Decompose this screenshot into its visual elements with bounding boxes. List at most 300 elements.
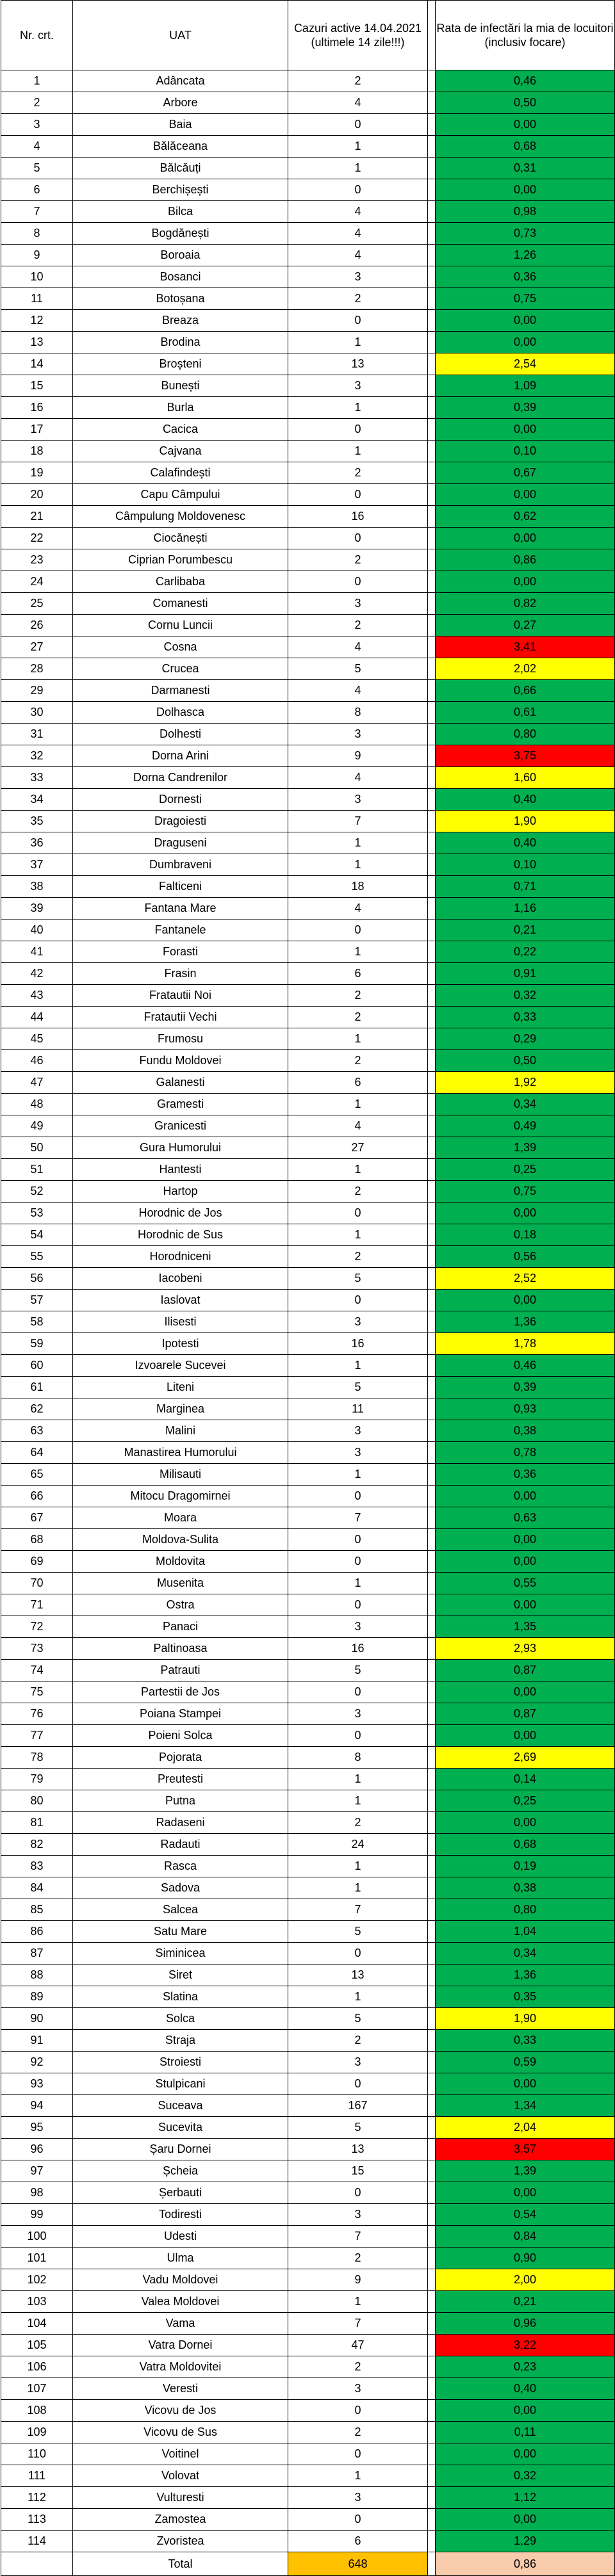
row-spacer [428,1203,436,1224]
row-spacer [428,2291,436,2313]
row-spacer [428,1377,436,1398]
table-row [1,2226,615,2248]
row-spacer [428,680,436,702]
row-nr: 6 [1,179,73,201]
row-nr: 81 [1,1812,73,1834]
table-row [1,462,615,484]
row-uat: Poieni Solca [73,1725,288,1747]
row-spacer [428,1094,436,1115]
row-nr: 68 [1,1529,73,1551]
row-uat: Carlibaba [73,571,288,593]
row-cazuri: 1 [288,441,428,462]
table-row [1,1899,615,1921]
row-uat: Dorna Arini [73,745,288,767]
row-rata: 2,54 [436,353,615,375]
header-row [1,1,615,70]
row-cazuri: 16 [288,506,428,528]
row-rata: 1,39 [436,1137,615,1159]
row-spacer [428,1812,436,1834]
row-rata: 0,32 [436,2465,615,2487]
row-uat: Voitinel [73,2443,288,2465]
row-rata: 0,36 [436,1464,615,1486]
row-uat: Horodnic de Jos [73,1203,288,1224]
table-row [1,1551,615,1573]
row-uat: Șcheia [73,2160,288,2182]
row-spacer [428,767,436,789]
row-cazuri: 0 [288,1529,428,1551]
table-row [1,636,615,658]
row-nr: 61 [1,1377,73,1398]
row-rata: 0,00 [436,1203,615,1224]
row-cazuri: 1 [288,397,428,419]
table-row [1,1377,615,1398]
row-uat: Vatra Dornei [73,2335,288,2356]
table-row [1,179,615,201]
row-spacer [428,636,436,658]
row-cazuri: 5 [288,1377,428,1398]
row-rata: 0,00 [436,1551,615,1573]
table-row [1,201,615,223]
table-row [1,441,615,462]
table-row [1,593,615,615]
row-rata: 0,62 [436,506,615,528]
table-row [1,332,615,353]
row-rata: 1,16 [436,898,615,919]
row-cazuri: 5 [288,658,428,680]
row-rata: 0,29 [436,1028,615,1050]
row-uat: Gramesti [73,1094,288,1115]
row-rata: 0,00 [436,528,615,549]
row-rata: 0,38 [436,1877,615,1899]
row-nr: 17 [1,419,73,441]
table-row [1,310,615,332]
row-rata: 0,00 [436,2182,615,2204]
row-nr: 37 [1,854,73,876]
table-row [1,288,615,310]
table-row [1,1072,615,1094]
table-row [1,1877,615,1899]
row-uat: Marginea [73,1398,288,1420]
row-uat: Bunești [73,375,288,397]
row-nr: 52 [1,1181,73,1203]
row-spacer [428,266,436,288]
row-cazuri: 1 [288,332,428,353]
row-nr: 106 [1,2356,73,2378]
row-nr: 102 [1,2269,73,2291]
row-nr: 89 [1,1986,73,2008]
row-cazuri: 0 [288,310,428,332]
row-spacer [428,1072,436,1094]
row-rata: 0,61 [436,702,615,724]
row-uat: Bălcăuți [73,158,288,179]
row-spacer [428,2400,436,2422]
row-uat: Cajvana [73,441,288,462]
row-rata: 0,38 [436,1420,615,1442]
row-rata: 0,32 [436,985,615,1007]
row-uat: Vulturesti [73,2487,288,2509]
row-uat: Galanesti [73,1072,288,1094]
row-cazuri: 4 [288,201,428,223]
row-rata: 1,36 [436,1964,615,1986]
table-row [1,2291,615,2313]
row-spacer [428,2335,436,2356]
row-cazuri: 5 [288,1660,428,1681]
row-nr: 55 [1,1246,73,1268]
row-cazuri: 2 [288,2422,428,2443]
row-rata: 1,04 [436,1921,615,1943]
row-nr: 76 [1,1703,73,1725]
row-spacer [428,1224,436,1246]
row-cazuri: 3 [288,1703,428,1725]
table-row [1,1290,615,1311]
row-cazuri: 13 [288,1964,428,1986]
row-rata: 1,78 [436,1333,615,1355]
table-row [1,1921,615,1943]
row-rata: 0,68 [436,1834,615,1856]
row-cazuri: 7 [288,811,428,832]
table-row [1,1573,615,1594]
row-uat: Vicovu de Sus [73,2422,288,2443]
row-rata: 0,19 [436,1856,615,1877]
row-cazuri: 9 [288,2269,428,2291]
row-nr: 97 [1,2160,73,2182]
row-uat: Dornesti [73,789,288,811]
row-cazuri: 3 [288,724,428,745]
row-uat: Draguseni [73,832,288,854]
row-nr: 27 [1,636,73,658]
row-nr: 107 [1,2378,73,2400]
table-row [1,1986,615,2008]
row-nr: 9 [1,245,73,266]
row-rata: 0,56 [436,1246,615,1268]
row-rata: 0,21 [436,2291,615,2313]
row-rata: 0,00 [436,1812,615,1834]
row-spacer [428,1290,436,1311]
row-spacer [428,1159,436,1181]
row-spacer [428,1877,436,1899]
row-uat: Dorna Candrenilor [73,767,288,789]
row-spacer [428,1333,436,1355]
row-rata: 0,82 [436,593,615,615]
table-row [1,1333,615,1355]
row-cazuri: 1 [288,1877,428,1899]
table-row [1,1094,615,1115]
row-rata: 1,92 [436,1072,615,1094]
row-cazuri: 1 [288,941,428,963]
row-spacer [428,506,436,528]
row-nr: 42 [1,963,73,985]
row-rata: 0,14 [436,1769,615,1790]
row-nr: 41 [1,941,73,963]
row-cazuri: 4 [288,1115,428,1137]
row-nr: 25 [1,593,73,615]
row-nr: 11 [1,288,73,310]
table-row [1,266,615,288]
row-cazuri: 2 [288,1050,428,1072]
row-uat: Ostra [73,1594,288,1616]
row-rata: 0,87 [436,1703,615,1725]
row-cazuri: 3 [288,1420,428,1442]
table-row [1,1638,615,1660]
row-uat: Patrauti [73,1660,288,1681]
row-uat: Crucea [73,658,288,680]
row-spacer [428,136,436,158]
row-spacer [428,1899,436,1921]
row-spacer [428,658,436,680]
row-cazuri: 1 [288,1573,428,1594]
row-spacer [428,1856,436,1877]
row-nr: 53 [1,1203,73,1224]
row-spacer [428,1703,436,1725]
row-uat: Adâncata [73,70,288,92]
row-rata: 0,75 [436,1181,615,1203]
row-nr: 50 [1,1137,73,1159]
table-row [1,484,615,506]
row-nr: 44 [1,1007,73,1028]
row-spacer [428,2008,436,2030]
row-uat: Dragoiesti [73,811,288,832]
row-uat: Șaru Dornei [73,2139,288,2160]
row-uat: Arbore [73,92,288,114]
row-rata: 0,27 [436,615,615,636]
table-row [1,2182,615,2204]
row-rata: 1,12 [436,2487,615,2509]
row-spacer [428,1529,436,1551]
row-nr: 60 [1,1355,73,1377]
row-rata: 0,34 [436,1943,615,1964]
row-nr: 96 [1,2139,73,2160]
row-cazuri: 1 [288,1986,428,2008]
row-rata: 0,63 [436,1507,615,1529]
row-uat: Baia [73,114,288,136]
row-spacer [428,2117,436,2139]
row-uat: Solca [73,2008,288,2030]
row-spacer [428,1747,436,1769]
row-rata: 1,29 [436,2531,615,2552]
table-row [1,2139,615,2160]
row-uat: Falticeni [73,876,288,898]
table-row [1,963,615,985]
row-rata: 0,00 [436,571,615,593]
row-nr: 54 [1,1224,73,1246]
row-uat: Sucevita [73,2117,288,2139]
row-uat: Musenita [73,1573,288,1594]
row-spacer [428,1442,436,1464]
row-rata: 1,90 [436,811,615,832]
row-nr: 1 [1,70,73,92]
row-cazuri: 0 [288,114,428,136]
row-rata: 0,75 [436,288,615,310]
row-rata: 0,46 [436,70,615,92]
row-uat: Slatina [73,1986,288,2008]
row-rata: 0,33 [436,2030,615,2052]
table-row [1,811,615,832]
row-rata: 0,35 [436,1986,615,2008]
table-row [1,223,615,245]
table-row [1,2052,615,2073]
table-row [1,1028,615,1050]
row-uat: Ilisesti [73,1311,288,1333]
row-spacer [428,593,436,615]
row-uat: Moldovita [73,1551,288,1573]
row-spacer [428,484,436,506]
table-row [1,1246,615,1268]
table-row [1,158,615,179]
row-uat: Broșteni [73,353,288,375]
row-spacer [428,245,436,266]
table-row [1,2335,615,2356]
row-uat: Paltinoasa [73,1638,288,1660]
table-row [1,70,615,92]
row-nr: 113 [1,2509,73,2531]
row-rata: 0,23 [436,2356,615,2378]
row-nr: 65 [1,1464,73,1486]
row-cazuri: 3 [288,1311,428,1333]
row-cazuri: 47 [288,2335,428,2356]
table-row [1,397,615,419]
row-rata: 0,59 [436,2052,615,2073]
row-spacer [428,2313,436,2335]
row-cazuri: 2 [288,2356,428,2378]
total-row [1,2552,615,2576]
row-uat: Iaslovat [73,1290,288,1311]
row-nr: 48 [1,1094,73,1115]
table-row [1,1224,615,1246]
row-nr: 83 [1,1856,73,1877]
row-uat: Iacobeni [73,1268,288,1290]
row-nr: 26 [1,615,73,636]
row-uat: Ciocănești [73,528,288,549]
row-nr: 36 [1,832,73,854]
row-cazuri: 0 [288,1551,428,1573]
row-uat: Burla [73,397,288,419]
row-nr: 33 [1,767,73,789]
row-uat: Fundu Moldovei [73,1050,288,1072]
row-nr: 24 [1,571,73,593]
row-nr: 103 [1,2291,73,2313]
row-nr: 22 [1,528,73,549]
row-cazuri: 3 [288,2487,428,2509]
row-spacer [428,2378,436,2400]
total-rata: 0,86 [436,2552,615,2576]
row-cazuri: 4 [288,767,428,789]
row-rata: 0,84 [436,2226,615,2248]
table-row [1,2313,615,2335]
row-cazuri: 1 [288,1464,428,1486]
table-row [1,832,615,854]
table-row [1,2073,615,2095]
row-nr: 10 [1,266,73,288]
row-cazuri: 2 [288,1007,428,1028]
table-row [1,1420,615,1442]
row-cazuri: 0 [288,179,428,201]
row-rata: 0,39 [436,397,615,419]
row-rata: 0,50 [436,1050,615,1072]
row-cazuri: 0 [288,1594,428,1616]
row-uat: Mitocu Dragomirnei [73,1486,288,1507]
row-spacer [428,724,436,745]
row-rata: 0,00 [436,179,615,201]
row-cazuri: 27 [288,1137,428,1159]
table-row [1,615,615,636]
row-spacer [428,397,436,419]
row-spacer [428,1486,436,1507]
row-nr: 30 [1,702,73,724]
row-rata: 0,00 [436,1529,615,1551]
table-row [1,2117,615,2139]
table-row [1,375,615,397]
row-uat: Panaci [73,1616,288,1638]
row-uat: Volovat [73,2465,288,2487]
row-uat: Malini [73,1420,288,1442]
row-uat: Straja [73,2030,288,2052]
row-rata: 0,25 [436,1159,615,1181]
row-cazuri: 2 [288,985,428,1007]
row-cazuri: 4 [288,245,428,266]
row-rata: 0,71 [436,876,615,898]
row-uat: Hantesti [73,1159,288,1181]
row-uat: Bosanci [73,266,288,288]
row-cazuri: 1 [288,1028,428,1050]
row-cazuri: 0 [288,1725,428,1747]
row-cazuri: 1 [288,2465,428,2487]
row-uat: Ulma [73,2248,288,2269]
row-spacer [428,2356,436,2378]
row-cazuri: 2 [288,1812,428,1834]
row-uat: Zamostea [73,2509,288,2531]
row-cazuri: 0 [288,528,428,549]
row-cazuri: 11 [288,1398,428,1420]
table-row [1,2008,615,2030]
row-cazuri: 16 [288,1333,428,1355]
row-spacer [428,70,436,92]
row-spacer [428,1246,436,1268]
row-nr: 13 [1,332,73,353]
row-spacer [428,615,436,636]
row-cazuri: 8 [288,702,428,724]
row-rata: 0,46 [436,1355,615,1377]
row-spacer [428,2509,436,2531]
row-spacer [428,1137,436,1159]
row-cazuri: 2 [288,2030,428,2052]
table-row [1,1442,615,1464]
row-cazuri: 0 [288,2073,428,2095]
row-spacer [428,288,436,310]
row-nr: 93 [1,2073,73,2095]
row-spacer [428,2465,436,2487]
table-row [1,419,615,441]
row-cazuri: 2 [288,2248,428,2269]
row-nr: 80 [1,1790,73,1812]
row-rata: 0,00 [436,2400,615,2422]
row-nr: 63 [1,1420,73,1442]
row-nr: 32 [1,745,73,767]
total-label: Total [73,2552,288,2576]
row-uat: Salcea [73,1899,288,1921]
row-nr: 67 [1,1507,73,1529]
table-row [1,745,615,767]
row-spacer [428,375,436,397]
row-nr: 14 [1,353,73,375]
row-cazuri: 0 [288,1203,428,1224]
infection-rate-table [1,0,615,2576]
row-uat: Radaseni [73,1812,288,1834]
row-uat: Siminicea [73,1943,288,1964]
row-cazuri: 2 [288,462,428,484]
row-cazuri: 1 [288,1355,428,1377]
row-spacer [428,201,436,223]
row-cazuri: 15 [288,2160,428,2182]
